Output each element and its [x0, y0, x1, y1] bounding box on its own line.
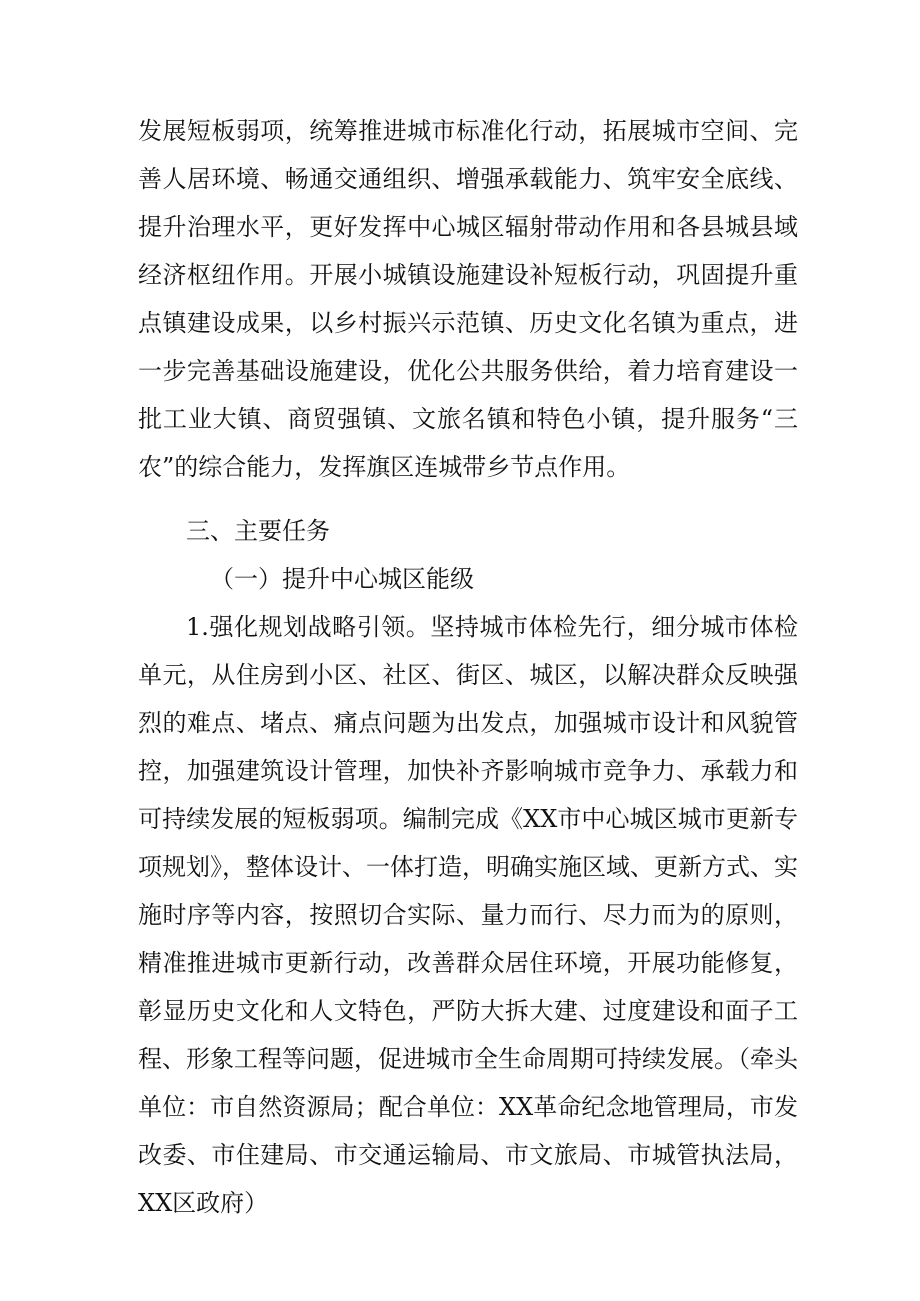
- document-body: [138, 107, 798, 1227]
- body-paragraph-continued: 发展短板弱项，统筹推进城市标准化行动，拓展城市空间、完善人居环境、畅通交通组织、增强承载能力、筑牢安全底线、提升治理水平，更好发挥中心城区辐射带动作用和各县城县域经济枢纽作用。开展小城镇设施建设补短板行动，巩固提升重点镇建设成果，以乡村振兴示范镇、历史文化名镇为重点，进一步完善基础设施建设，优化公共服务供给，着力培育建设一批工业大镇、商贸强镇、文旅名镇和特色小镇，提升服务“三农”的综合能力，发挥旗区连城带乡节点作用。: [138, 117, 798, 481]
- subsection-heading: （一）提升中心城区能级: [210, 565, 474, 593]
- section-heading: 三、主要任务: [186, 517, 330, 545]
- body-paragraph-task-1: 1.强化规划战略引领。坚持城市体检先行，细分城市体检单元，从住房到小区、社区、街区、城区，以解决群众反映强烈的难点、堵点、痛点问题为出发点，加强城市设计和风貌管控，加强建筑设计管理，加快补齐影响城市竞争力、承载力和可持续发展的短板弱项。编制完成《XX市中心城区城市更新专项规划》，整体设计、一体打造，明确实施区域、更新方式、实施时序等内容，按照切合实际、量力而行、尽力而为的原则，精准推进城市更新行动，改善群众居住环境，开展功能修复，彰显历史文化和人文特色，严防大拆大建、过度建设和面子工程、形象工程等问题，促进城市全生命周期可持续发展。（牵头单位：市自然资源局；配合单位：XX革命纪念地管理局，市发改委、市住建局、市交通运输局、市文旅局、市城管执法局，XX区政府）: [138, 613, 798, 1217]
